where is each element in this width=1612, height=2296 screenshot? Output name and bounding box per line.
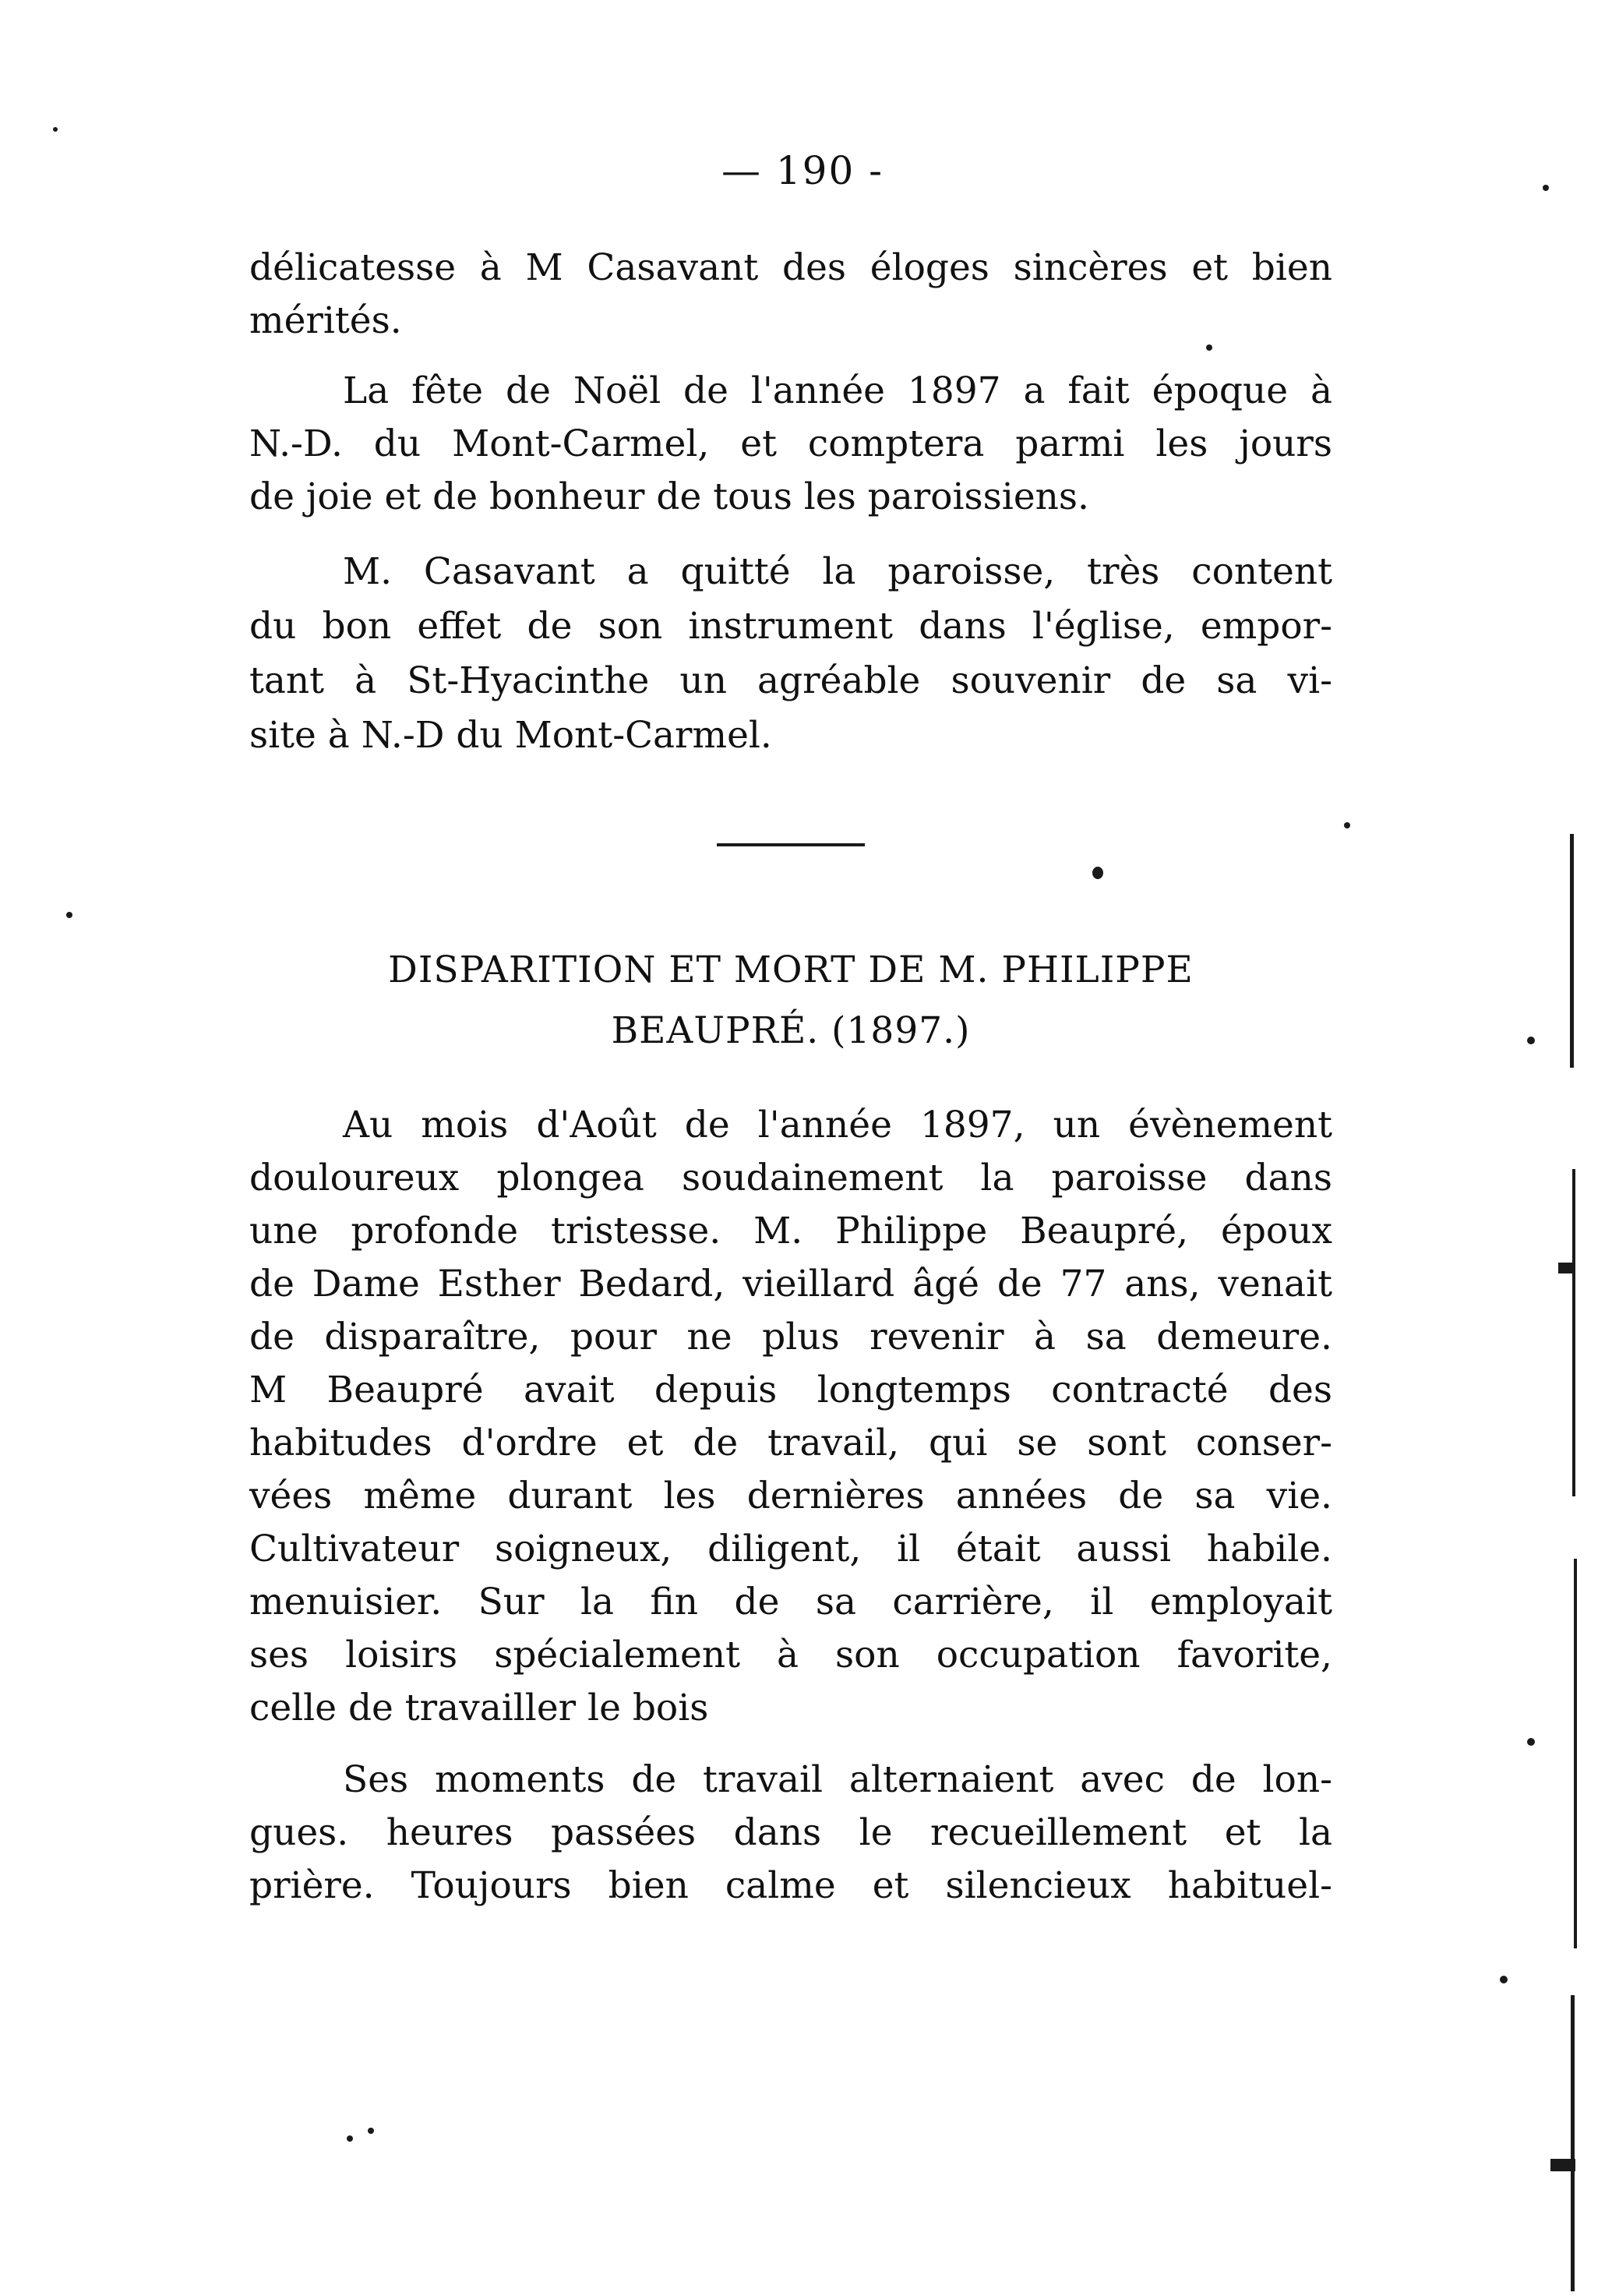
text-line: Au mois d'Août de l'année 1897, un évènement xyxy=(343,1104,1332,1146)
text-line: M. Casavant a quitté la paroisse, très content xyxy=(343,550,1332,593)
page-edge-mark xyxy=(1574,1559,1577,1948)
text-line: tant à St-Hyacinthe un agréable souvenir de sa vi- xyxy=(249,659,1332,702)
page-edge-mark xyxy=(1572,1169,1575,1496)
scan-speck xyxy=(1206,344,1212,351)
text-line: de disparaître, pour ne plus revenir à sa demeure. xyxy=(249,1316,1332,1358)
page-edge-mark xyxy=(1570,834,1574,1068)
scan-speck xyxy=(1500,1976,1508,1983)
scan-speck xyxy=(66,912,72,918)
page-edge-mark xyxy=(1558,1263,1574,1273)
page-number: — 190 - xyxy=(721,148,884,193)
section-heading-line-1: DISPARITION ET MORT DE M. PHILIPPE xyxy=(388,948,1194,991)
page-edge-mark xyxy=(1571,1995,1575,2291)
scan-speck xyxy=(1527,1738,1535,1746)
scan-speck xyxy=(1092,867,1103,879)
text-line: La fête de Noël de l'année 1897 a fait époque à xyxy=(343,369,1332,412)
text-line: vées même durant les dernières années de sa vie. xyxy=(249,1475,1332,1517)
text-line: délicatesse à M Casavant des éloges sincères et bien xyxy=(249,246,1332,289)
text-line: Ses moments de travail alternaient avec de lon- xyxy=(343,1758,1332,1801)
scan-speck xyxy=(368,2128,374,2134)
text-line: mérités. xyxy=(249,299,402,342)
text-line: douloureux plongea soudainement la paroisse dans xyxy=(249,1157,1332,1199)
text-line: du bon effet de son instrument dans l'église, empor- xyxy=(249,605,1332,648)
text-line: de Dame Esther Bedard, vieillard âgé de 77 ans, venait xyxy=(249,1263,1332,1305)
section-divider xyxy=(717,843,865,846)
text-line: N.-D. du Mont-Carmel, et comptera parmi les jours xyxy=(249,422,1332,465)
text-line: une profonde tristesse. M. Philippe Beaupré, époux xyxy=(249,1210,1332,1252)
text-line: site à N.-D du Mont-Carmel. xyxy=(249,714,772,757)
page-edge-mark xyxy=(1550,2159,1575,2171)
scan-speck xyxy=(347,2135,353,2142)
scan-speck xyxy=(1344,822,1350,828)
text-line: de joie et de bonheur de tous les paroissiens. xyxy=(249,475,1089,518)
text-line: prière. Toujours bien calme et silencieux habituel- xyxy=(249,1864,1332,1907)
scan-speck xyxy=(53,127,58,132)
scan-speck xyxy=(1543,185,1549,191)
text-line: M Beaupré avait depuis longtemps contracté des xyxy=(249,1369,1332,1411)
text-line: ses loisirs spécialement à son occupation favorite, xyxy=(249,1634,1332,1676)
text-line: celle de travailler le bois xyxy=(249,1687,709,1729)
text-line: Cultivateur soigneux, diligent, il était aussi habile. xyxy=(249,1528,1332,1570)
scan-speck xyxy=(1527,1037,1535,1044)
text-line: menuisier. Sur la fin de sa carrière, il employait xyxy=(249,1581,1332,1623)
section-heading-line-2: BEAUPRÉ. (1897.) xyxy=(611,1009,971,1052)
text-line: habitudes d'ordre et de travail, qui se sont conser- xyxy=(249,1422,1332,1464)
text-line: gues. heures passées dans le recueillement et la xyxy=(249,1811,1332,1854)
